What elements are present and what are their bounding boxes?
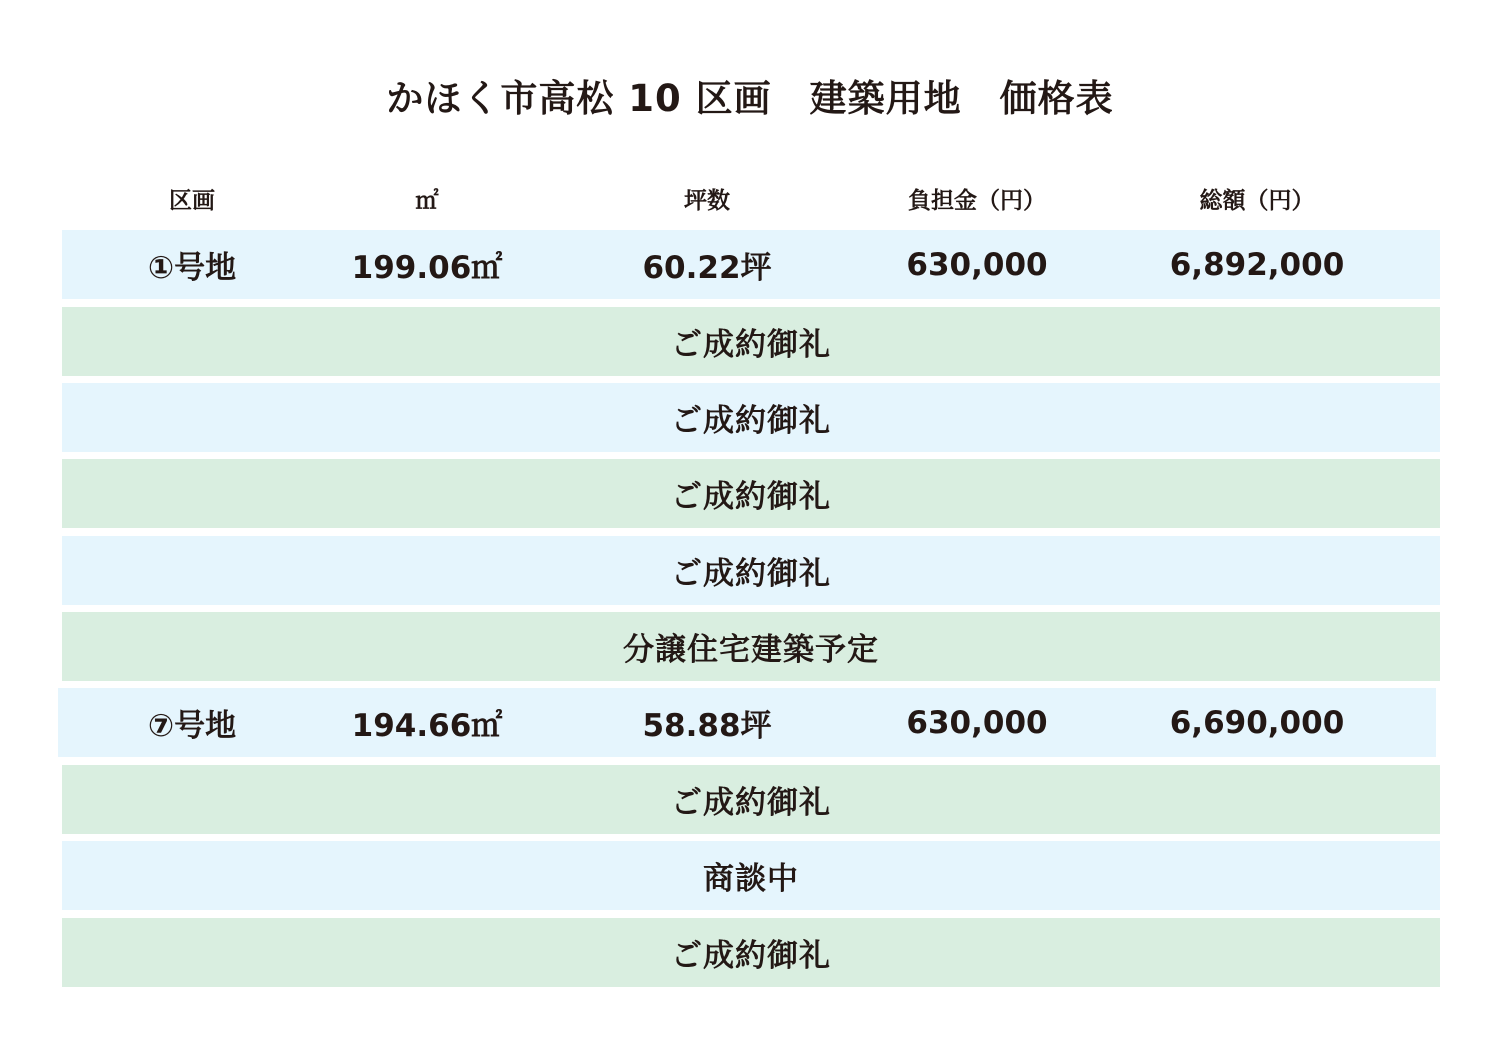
table-row [62, 765, 1440, 834]
tsubo-cell: 60.22坪 [642, 250, 772, 286]
status-cell: ご成約御礼 [671, 938, 831, 974]
table-row [62, 841, 1440, 910]
table-row [62, 383, 1440, 452]
table-row [62, 612, 1440, 681]
lot-cell: ⑦号地 [147, 708, 237, 744]
tsubo-cell: 58.88坪 [642, 708, 772, 744]
table-row [62, 459, 1440, 528]
charge-cell: 630,000 [906, 246, 1048, 283]
header-total: 総額（円） [1199, 187, 1315, 214]
header-tsubo: 坪数 [684, 187, 730, 214]
charge-cell: 630,000 [906, 704, 1048, 741]
table-row [62, 307, 1440, 376]
status-cell: ご成約御礼 [671, 785, 831, 821]
table-row [58, 688, 1436, 757]
table-row [62, 536, 1440, 605]
total-cell: 6,892,000 [1169, 246, 1345, 283]
status-cell: 商談中 [703, 861, 799, 897]
status-cell: 分譲住宅建築予定 [623, 632, 879, 668]
page-title: かほく市高松 10 区画 建築用地 価格表 [386, 77, 1114, 120]
header-area: ㎡ [415, 187, 439, 214]
area-cell: 194.66㎡ [351, 708, 503, 744]
status-cell: ご成約御礼 [671, 556, 831, 592]
table-header [62, 178, 1440, 218]
status-cell: ご成約御礼 [671, 327, 831, 363]
total-cell: 6,690,000 [1169, 704, 1345, 741]
header-charge: 負担金（円） [908, 187, 1046, 214]
table-row [62, 230, 1440, 299]
table-row [62, 918, 1440, 987]
status-cell: ご成約御礼 [671, 403, 831, 439]
lot-cell: ①号地 [147, 250, 237, 286]
header-lot: 区画 [169, 187, 215, 214]
status-cell: ご成約御礼 [671, 479, 831, 515]
area-cell: 199.06㎡ [351, 250, 503, 286]
